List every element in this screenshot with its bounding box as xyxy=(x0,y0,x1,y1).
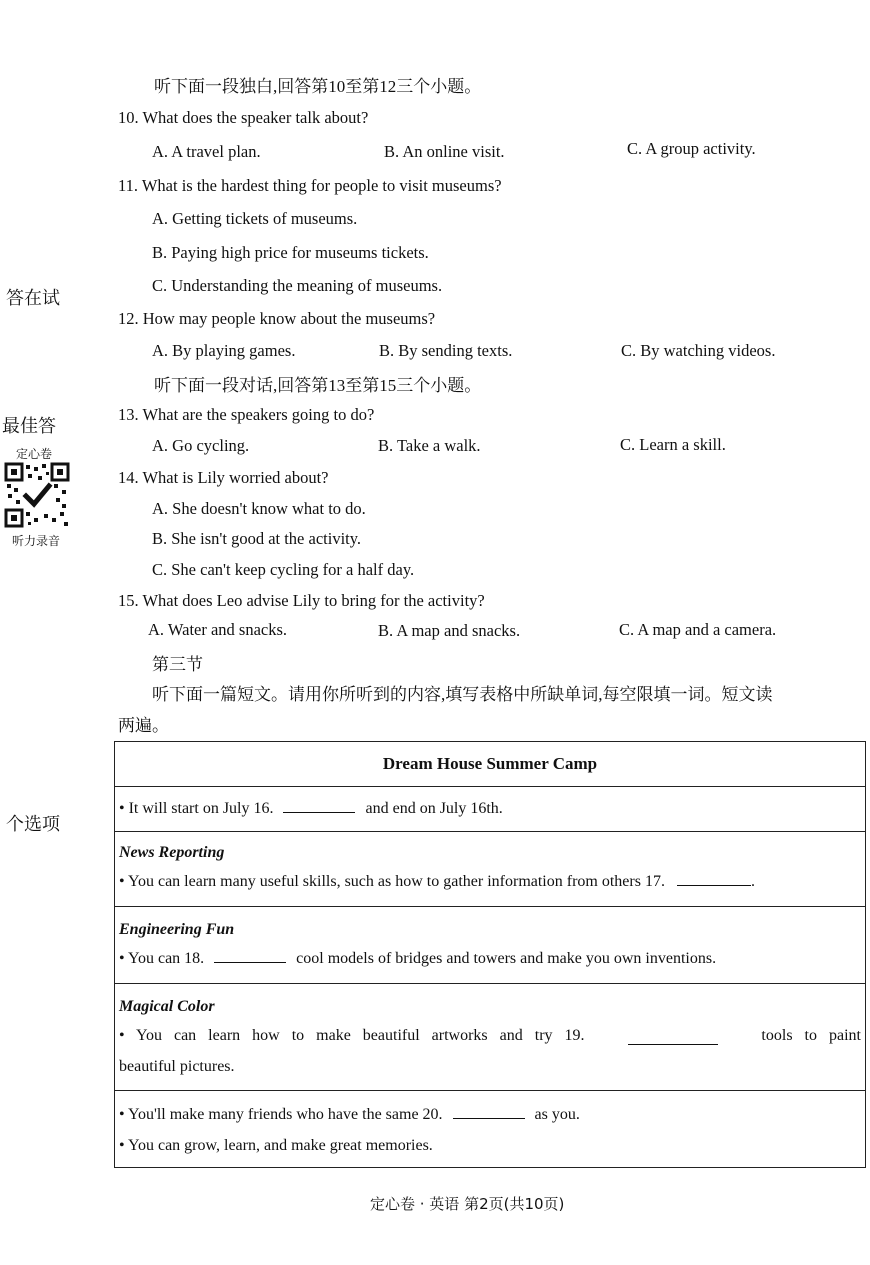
qr-caption-bottom: 听力录音 xyxy=(12,534,61,548)
question-12-option-c[interactable]: C. By watching videos. xyxy=(621,341,776,360)
margin-text-2: 最佳答 xyxy=(2,416,56,437)
question-12-stem: 12. How may people know about the museums? xyxy=(118,309,436,328)
engineering-fun-text-end: cool models of bridges and towers and make you own inventions. xyxy=(296,950,717,967)
engineering-fun-heading: Engineering Fun xyxy=(119,921,235,938)
question-10-option-b[interactable]: B. An online visit. xyxy=(384,142,505,161)
question-14-option-c[interactable]: C. She can't keep cycling for a half day. xyxy=(152,560,415,579)
question-15-option-a[interactable]: A. Water and snacks. xyxy=(148,620,288,639)
qr-code-icon[interactable] xyxy=(4,462,70,528)
question-10-option-a[interactable]: A. A travel plan. xyxy=(152,142,261,161)
question-12-option-b[interactable]: B. By sending texts. xyxy=(379,341,513,360)
magical-color-text: • You can learn how to make beautiful artworks and try 19. xyxy=(119,1027,585,1044)
question-11-option-c[interactable]: C. Understanding the meaning of museums. xyxy=(152,276,443,295)
question-15-option-c[interactable]: C. A map and a camera. xyxy=(619,620,777,639)
friends-text: • You'll make many friends who have the same 20. xyxy=(119,1106,443,1123)
camp-dates-end: and end on July 16th. xyxy=(365,800,503,817)
blank-18[interactable] xyxy=(214,948,286,963)
question-11-option-b[interactable]: B. Paying high price for museums tickets. xyxy=(152,243,429,262)
magical-color-text-end: tools to paint xyxy=(761,1027,861,1044)
question-15-stem: 15. What does Leo advise Lily to bring for the activity? xyxy=(118,591,485,610)
blank-16[interactable] xyxy=(283,798,355,813)
news-reporting-heading: News Reporting xyxy=(119,844,225,861)
question-10-stem: 10. What does the speaker talk about? xyxy=(118,108,369,127)
question-13-option-b[interactable]: B. Take a walk. xyxy=(378,436,481,455)
question-13-option-a[interactable]: A. Go cycling. xyxy=(152,436,250,455)
page-footer: 定心卷 · 英语 第2页(共10页) xyxy=(370,1195,565,1213)
memories-text: • You can grow, learn, and make great memories. xyxy=(119,1137,433,1154)
part3-heading: 第三节 xyxy=(152,655,203,674)
question-10-option-c[interactable]: C. A group activity. xyxy=(627,139,756,158)
section-intro-dialogue: 听下面一段对话,回答第13至第15三个小题。 xyxy=(154,376,482,395)
engineering-fun-row xyxy=(115,907,866,984)
news-reporting-period: . xyxy=(750,873,755,890)
engineering-fun-text: • You can 18. xyxy=(119,950,205,967)
margin-text-1: 答在试 xyxy=(6,288,60,309)
blank-17[interactable] xyxy=(677,871,751,886)
question-13-option-c[interactable]: C. Learn a skill. xyxy=(620,435,726,454)
section-intro-monologue: 听下面一段独白,回答第10至第12三个小题。 xyxy=(154,77,482,96)
margin-text-3: 个选项 xyxy=(6,814,60,835)
camp-table-title: Dream House Summer Camp xyxy=(115,742,866,787)
part3-instruction-line1: 听下面一篇短文。请用你所听到的内容,填写表格中所缺单词,每空限填一词。短文读 xyxy=(152,685,773,704)
magical-color-line2: beautiful pictures. xyxy=(119,1058,235,1075)
question-11-option-a[interactable]: A. Getting tickets of museums. xyxy=(152,209,358,228)
question-11-stem: 11. What is the hardest thing for people to visit museums? xyxy=(118,176,502,195)
friends-row xyxy=(115,1091,866,1168)
news-reporting-row xyxy=(115,832,866,907)
question-14-option-b[interactable]: B. She isn't good at the activity. xyxy=(152,529,362,548)
camp-dates-text: • It will start on July 16. xyxy=(119,800,274,817)
camp-dates-row xyxy=(115,787,866,832)
qr-caption-top: 定心卷 xyxy=(16,447,53,461)
blank-20[interactable] xyxy=(453,1104,525,1119)
friends-text-end: as you. xyxy=(534,1106,580,1123)
question-15-option-b[interactable]: B. A map and snacks. xyxy=(378,621,521,640)
magical-color-heading: Magical Color xyxy=(119,998,215,1015)
news-reporting-text: • You can learn many useful skills, such as how to gather information from others 17. xyxy=(119,873,665,890)
magical-color-row xyxy=(115,984,866,1091)
question-14-stem: 14. What is Lily worried about? xyxy=(118,468,329,487)
question-14-option-a[interactable]: A. She doesn't know what to do. xyxy=(152,499,366,518)
camp-table xyxy=(114,741,866,1168)
question-13-stem: 13. What are the speakers going to do? xyxy=(118,405,375,424)
question-12-option-a[interactable]: A. By playing games. xyxy=(152,341,296,360)
blank-19[interactable] xyxy=(628,1030,718,1045)
part3-instruction-line2: 两遍。 xyxy=(118,716,169,735)
